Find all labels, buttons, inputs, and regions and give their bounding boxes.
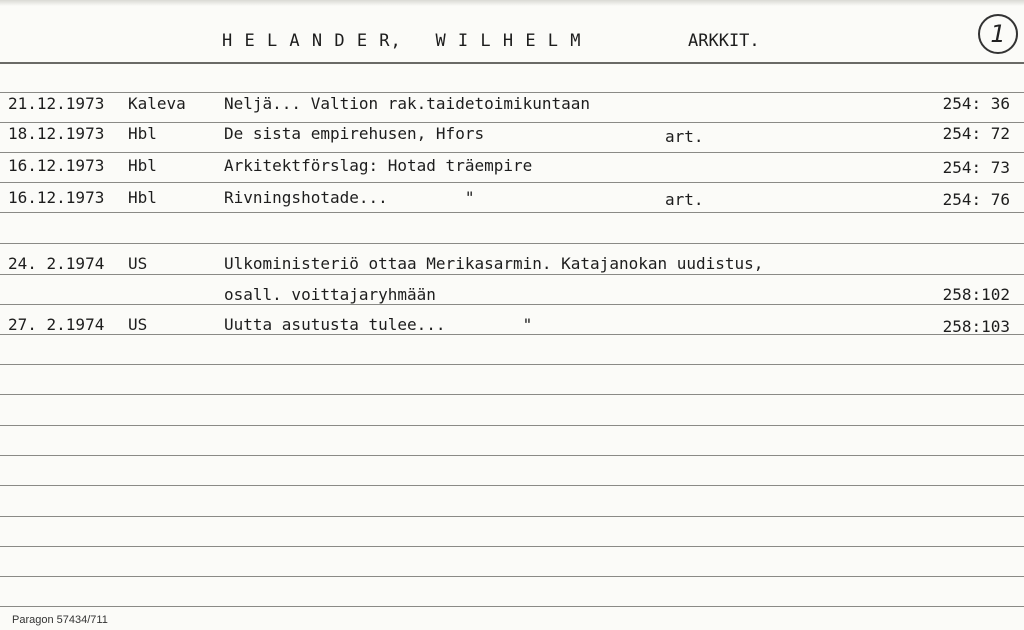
entry-title: Uutta asutusta tulee... " bbox=[224, 315, 533, 334]
rule-line bbox=[0, 92, 1024, 93]
entry-date: 16.12.1973 bbox=[8, 188, 105, 207]
entry-reference: 254: 76 bbox=[942, 190, 1010, 209]
rule-line bbox=[0, 606, 1024, 607]
rule-line bbox=[0, 546, 1024, 547]
entry-source: Hbl bbox=[128, 124, 157, 143]
entry-title: Rivningshotade... " bbox=[224, 188, 475, 207]
scan-edge-shadow bbox=[0, 0, 1024, 6]
entry-date: 16.12.1973 bbox=[8, 156, 105, 175]
card-print-mark: Paragon 57434/711 bbox=[12, 614, 108, 626]
entry-source: Hbl bbox=[128, 156, 157, 175]
rule-line bbox=[0, 122, 1024, 123]
entry-title: osall. voittajaryhmään bbox=[224, 285, 436, 304]
rule-line bbox=[0, 274, 1024, 275]
rule-line bbox=[0, 243, 1024, 244]
rule-line bbox=[0, 455, 1024, 456]
entry-title: De sista empirehusen, Hfors bbox=[224, 124, 485, 143]
entry-source: Hbl bbox=[128, 188, 157, 207]
rule-line bbox=[0, 212, 1024, 213]
rule-line bbox=[0, 516, 1024, 517]
entry-reference: 258:102 bbox=[942, 285, 1010, 304]
entry-date: 24. 2.1974 bbox=[8, 254, 105, 273]
header-rule bbox=[0, 62, 1024, 64]
entry-reference: 254: 36 bbox=[942, 94, 1010, 113]
entry-date: 18.12.1973 bbox=[8, 124, 105, 143]
entry-title: Ulkoministeriö ottaa Merikasarmin. Katajanokan uudistus, bbox=[224, 254, 764, 273]
rule-line bbox=[0, 485, 1024, 486]
entry-source: US bbox=[128, 315, 148, 334]
rule-line bbox=[0, 304, 1024, 305]
entry-type: art. bbox=[665, 127, 704, 146]
entry-reference: 258:103 bbox=[942, 317, 1010, 336]
card-number-circle: 1 bbox=[978, 14, 1018, 54]
entry-source: US bbox=[128, 254, 148, 273]
rule-line bbox=[0, 576, 1024, 577]
rule-line bbox=[0, 425, 1024, 426]
entry-type: art. bbox=[665, 190, 704, 209]
entry-date: 21.12.1973 bbox=[8, 94, 105, 113]
entry-date: 27. 2.1974 bbox=[8, 315, 105, 334]
rule-line bbox=[0, 182, 1024, 183]
entry-title: Neljä... Valtion rak.taidetoimikuntaan bbox=[224, 94, 591, 113]
rule-line bbox=[0, 152, 1024, 153]
category-label: ARKKIT. bbox=[688, 31, 760, 51]
person-name: H E L A N D E R, W I L H E L M bbox=[222, 31, 582, 51]
entry-reference: 254: 73 bbox=[942, 158, 1010, 177]
entry-reference: 254: 72 bbox=[942, 124, 1010, 143]
rule-line bbox=[0, 394, 1024, 395]
entry-title: Arkitektförslag: Hotad träempire bbox=[224, 156, 533, 175]
entry-source: Kaleva bbox=[128, 94, 186, 113]
rule-line bbox=[0, 364, 1024, 365]
